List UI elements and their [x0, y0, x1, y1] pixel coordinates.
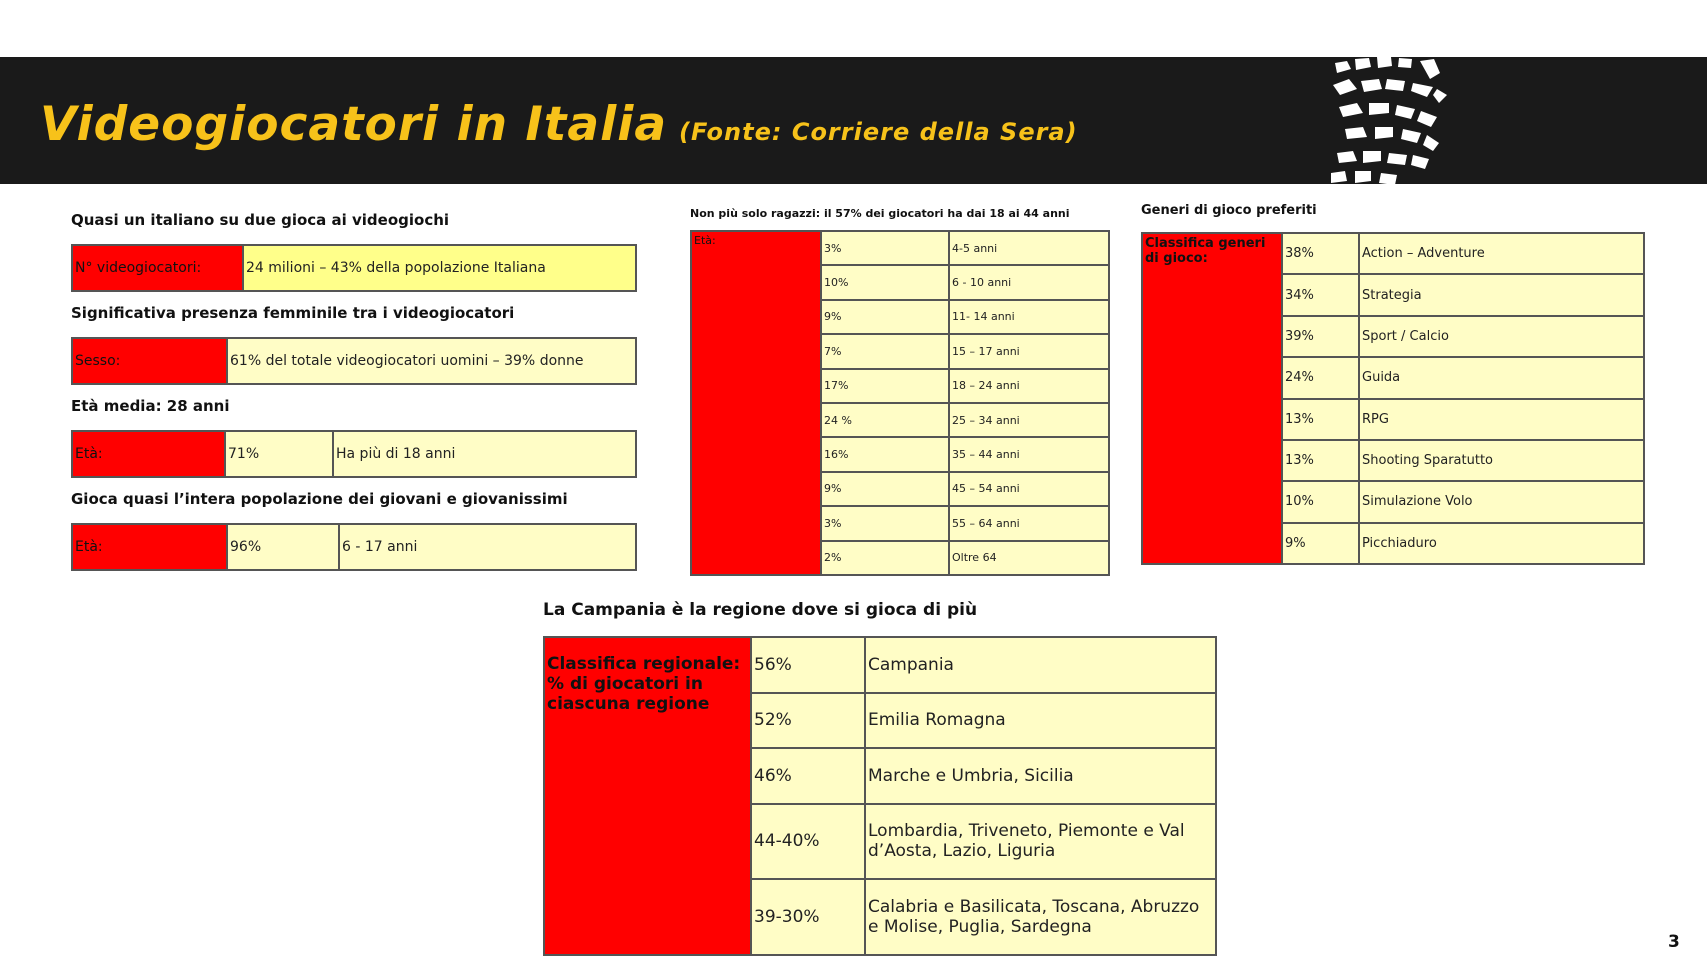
region-name: Emilia Romagna [865, 693, 1216, 749]
genre-name: Sport / Calcio [1359, 316, 1644, 357]
gender-table [71, 337, 637, 385]
players-count-value: 24 milioni – 43% della popolazione Italiana [243, 245, 636, 291]
region-name: Marche e Umbria, Sicilia [865, 748, 1216, 804]
age-percent: 9% [821, 472, 949, 506]
age-range: 45 – 54 anni [949, 472, 1109, 506]
table-row [1142, 233, 1644, 274]
players-count-label: N° videogiocatori: [72, 245, 243, 291]
age-percent: 3% [821, 231, 949, 265]
age-range: Oltre 64 [949, 541, 1109, 575]
genre-name: Action – Adventure [1359, 233, 1644, 274]
age-distribution-table [690, 230, 1110, 576]
average-age-percent: 71% [225, 431, 333, 477]
section4-heading: Gioca quasi l’intera popolazione dei giovani e giovanissimi [71, 490, 568, 508]
age-range: 4-5 anni [949, 231, 1109, 265]
genre-table [1141, 232, 1645, 565]
gender-label: Sesso: [72, 338, 227, 384]
genre-percent: 10% [1282, 481, 1359, 522]
average-age-value: Ha più di 18 anni [333, 431, 636, 477]
table-row [691, 231, 1109, 265]
region-name: Calabria e Basilicata, Toscana, Abruzzo e Molise, Puglia, Sardegna [865, 879, 1216, 955]
genre-percent: 9% [1282, 523, 1359, 564]
age-percent: 2% [821, 541, 949, 575]
region-table [543, 636, 1217, 956]
table-row [72, 245, 636, 291]
genre-table-heading: Generi di gioco preferiti [1141, 203, 1317, 218]
region-percent: 52% [751, 693, 865, 749]
page-title: Videogiocatori in Italia [40, 97, 668, 152]
age-percent: 17% [821, 369, 949, 403]
section2-heading: Significativa presenza femminile tra i videogiocatori [71, 304, 515, 322]
table-row [72, 524, 636, 570]
age-table-label: Età: [691, 231, 821, 575]
age-range: 35 – 44 anni [949, 437, 1109, 471]
age-range: 6 - 10 anni [949, 265, 1109, 299]
genre-name: RPG [1359, 399, 1644, 440]
age-percent: 10% [821, 265, 949, 299]
genre-percent: 34% [1282, 274, 1359, 315]
region-percent: 56% [751, 637, 865, 693]
title-group [40, 97, 1078, 152]
table-row [72, 431, 636, 477]
tire-track-icon [1325, 55, 1460, 185]
region-table-label: Classifica regionale: % di giocatori in ciascuna regione [544, 637, 751, 955]
age-range: 55 – 64 anni [949, 506, 1109, 540]
genre-name: Shooting Sparatutto [1359, 440, 1644, 481]
age-percent: 16% [821, 437, 949, 471]
age-range: 25 – 34 anni [949, 403, 1109, 437]
average-age-label: Età: [72, 431, 225, 477]
average-age-table [71, 430, 637, 478]
section3-heading: Età media: 28 anni [71, 397, 230, 415]
youth-value: 6 - 17 anni [339, 524, 636, 570]
table-row [72, 338, 636, 384]
region-name: Lombardia, Triveneto, Piemonte e Val d’Aosta, Lazio, Liguria [865, 804, 1216, 880]
region-name: Campania [865, 637, 1216, 693]
genre-percent: 39% [1282, 316, 1359, 357]
genre-table-label: Classifica generi di gioco: [1142, 233, 1282, 564]
age-percent: 9% [821, 300, 949, 334]
age-range: 15 – 17 anni [949, 334, 1109, 368]
page-number: 3 [1668, 932, 1680, 952]
age-percent: 3% [821, 506, 949, 540]
youth-percent: 96% [227, 524, 339, 570]
players-count-table [71, 244, 637, 292]
section1-heading: Quasi un italiano su due gioca ai videogiochi [71, 211, 450, 229]
genre-percent: 38% [1282, 233, 1359, 274]
gender-value: 61% del totale videogiocatori uomini – 39% donne [227, 338, 636, 384]
table-row [544, 637, 1216, 693]
region-percent: 44-40% [751, 804, 865, 880]
age-percent: 24 % [821, 403, 949, 437]
genre-percent: 24% [1282, 357, 1359, 398]
page-subtitle: (Fonte: Corriere della Sera) [679, 118, 1078, 146]
age-range: 18 – 24 anni [949, 369, 1109, 403]
genre-percent: 13% [1282, 440, 1359, 481]
youth-label: Età: [72, 524, 227, 570]
age-range: 11- 14 anni [949, 300, 1109, 334]
age-table-heading: Non più solo ragazzi: il 57% dei giocatori ha dai 18 ai 44 anni [690, 207, 1070, 220]
region-percent: 46% [751, 748, 865, 804]
age-percent: 7% [821, 334, 949, 368]
genre-name: Guida [1359, 357, 1644, 398]
genre-name: Picchiaduro [1359, 523, 1644, 564]
region-table-heading: La Campania è la regione dove si gioca di più [543, 600, 978, 620]
genre-name: Simulazione Volo [1359, 481, 1644, 522]
youth-table [71, 523, 637, 571]
genre-percent: 13% [1282, 399, 1359, 440]
genre-name: Strategia [1359, 274, 1644, 315]
region-percent: 39-30% [751, 879, 865, 955]
